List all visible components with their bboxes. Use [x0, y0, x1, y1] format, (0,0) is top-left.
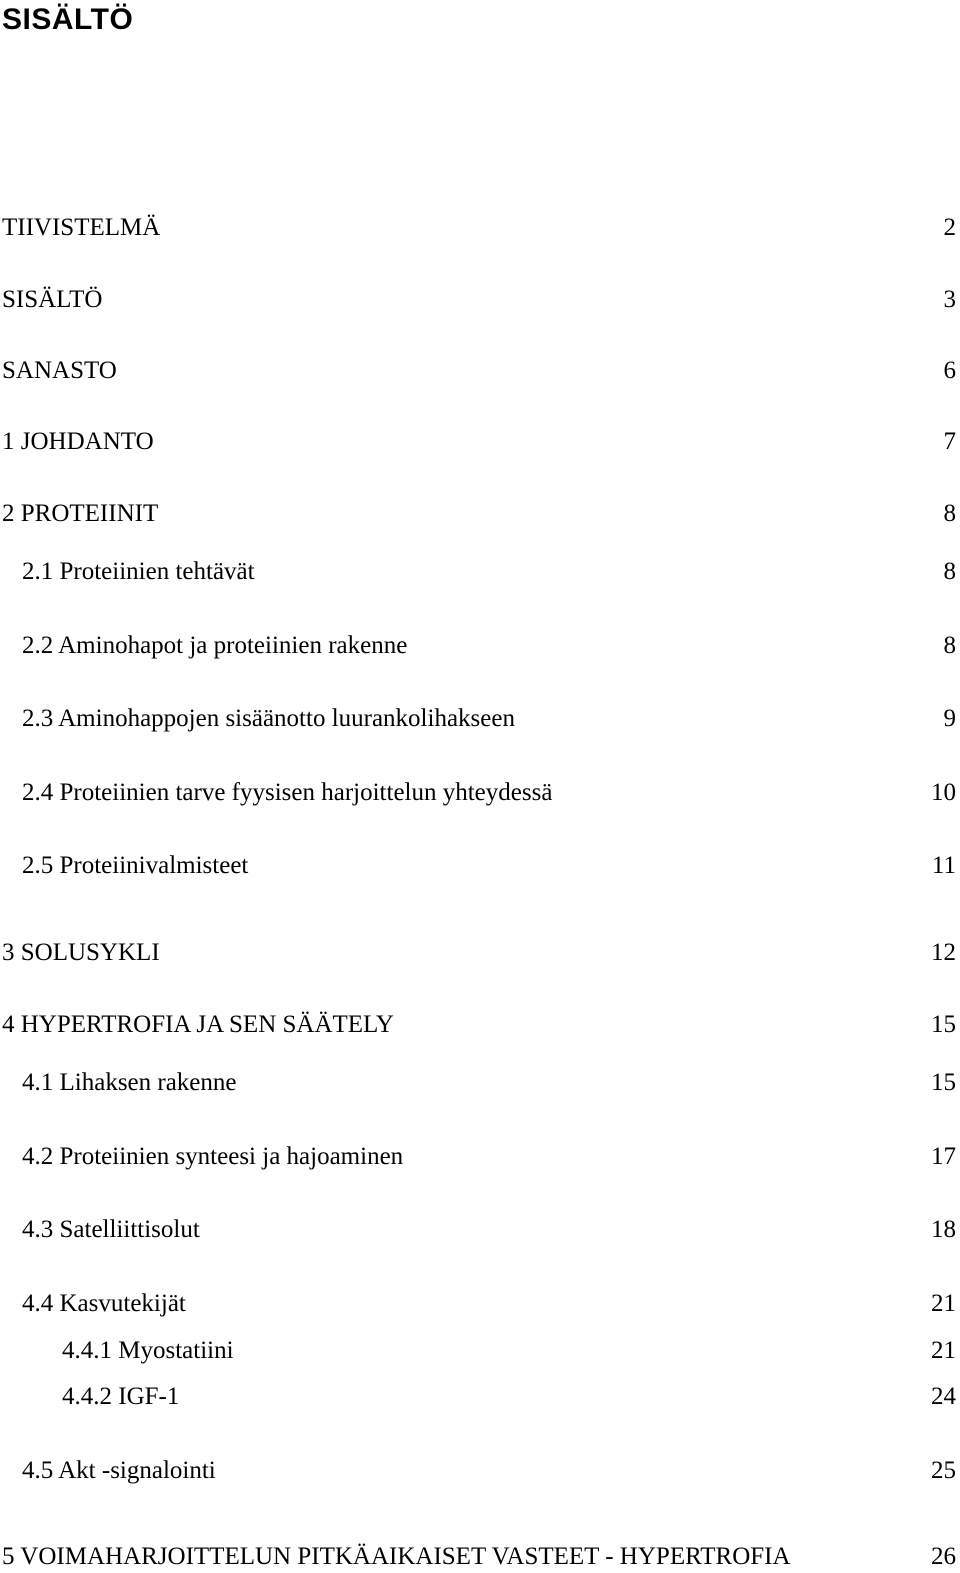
toc-entry-2-5[interactable] [0, 850, 958, 882]
toc-entry-proteiinit[interactable] [0, 498, 958, 530]
toc-entry-solusykli[interactable] [0, 937, 958, 969]
toc-entry-4-5[interactable] [0, 1455, 958, 1487]
toc-entry-2-3[interactable] [0, 703, 958, 735]
toc-entry-page: 15 [931, 1069, 956, 1096]
toc-entry-2-1[interactable] [0, 556, 958, 588]
toc-entry-label: 5 VOIMAHARJOITTELUN PITKÄAIKAISET VASTEET - HYPERTROFIA [2, 1543, 791, 1570]
toc-entry-label: SISÄLTÖ [2, 286, 103, 313]
toc-entry-label: 4.2 Proteiinien synteesi ja hajoaminen [22, 1143, 404, 1170]
toc-entry-page: 9 [943, 705, 956, 732]
toc-entry-hypertrofia[interactable] [0, 1009, 958, 1041]
toc-entry-label: 2.3 Aminohappojen sisäänotto luurankolihakseen [22, 705, 515, 732]
toc-entry-page: 8 [943, 632, 956, 659]
toc-entry-label: 2.5 Proteiinivalmisteet [22, 852, 249, 879]
toc-entry-4-4-2[interactable] [0, 1381, 958, 1413]
toc-entry-page: 25 [931, 1457, 956, 1484]
toc-entry-page: 18 [931, 1216, 956, 1243]
toc-entry-label: 4.3 Satelliittisolut [22, 1216, 200, 1243]
toc-entry-page: 8 [943, 558, 956, 585]
toc-entry-sisalto[interactable] [0, 284, 958, 316]
toc-entry-page: 17 [931, 1143, 956, 1170]
toc-entry-page: 21 [931, 1337, 956, 1364]
toc-entry-sanasto[interactable] [0, 355, 958, 387]
toc-entry-label: 4.4 Kasvutekijät [22, 1290, 186, 1317]
toc-entry-2-4[interactable] [0, 777, 958, 809]
toc-entry-page: 11 [931, 852, 956, 879]
toc-entry-label: 2.1 Proteiinien tehtävät [22, 558, 255, 585]
toc-entry-label: 4.4.2 IGF-1 [62, 1383, 180, 1410]
toc-entry-4-4-1[interactable] [0, 1335, 958, 1367]
toc-entry-page: 2 [943, 214, 956, 241]
toc-entry-label: 1 JOHDANTO [2, 428, 154, 455]
toc-entry-page: 12 [931, 939, 956, 966]
toc-entry-johdanto[interactable] [0, 426, 958, 458]
toc-entry-label: 2 PROTEIINIT [2, 500, 159, 527]
toc-entry-label: 4 HYPERTROFIA JA SEN SÄÄTELY [2, 1011, 394, 1038]
toc-entry-label: 4.4.1 Myostatiini [62, 1337, 234, 1364]
toc-entry-label: 4.1 Lihaksen rakenne [22, 1069, 237, 1096]
toc-entry-page: 3 [943, 286, 956, 313]
toc-entry-page: 7 [943, 428, 956, 455]
toc-entry-2-2[interactable] [0, 630, 958, 662]
toc-entry-4-2[interactable] [0, 1141, 958, 1173]
toc-entry-page: 21 [931, 1290, 956, 1317]
toc-entry-page: 24 [931, 1383, 956, 1410]
toc-entry-label: TIIVISTELMÄ [2, 214, 161, 241]
toc-entry-page: 15 [931, 1011, 956, 1038]
toc-entry-tiivistelma[interactable] [0, 212, 958, 244]
page-title: SISÄLTÖ [2, 3, 134, 36]
toc-entry-4-3[interactable] [0, 1214, 958, 1246]
toc-entry-4-1[interactable] [0, 1067, 958, 1099]
toc-entry-page: 6 [943, 357, 956, 384]
toc-entry-page: 26 [931, 1543, 956, 1570]
toc-entry-page: 8 [943, 500, 956, 527]
toc-entry-voimaharjoittelu[interactable] [0, 1541, 958, 1573]
toc-entry-page: 10 [931, 779, 956, 806]
toc-entry-label: 3 SOLUSYKLI [2, 939, 160, 966]
toc-entry-label: SANASTO [2, 357, 117, 384]
toc-entry-label: 4.5 Akt -signalointi [22, 1457, 216, 1484]
toc-entry-4-4[interactable] [0, 1288, 958, 1320]
toc-entry-label: 2.2 Aminohapot ja proteiinien rakenne [22, 632, 408, 659]
toc-entry-label: 2.4 Proteiinien tarve fyysisen harjoittelun yhteydessä [22, 779, 553, 806]
